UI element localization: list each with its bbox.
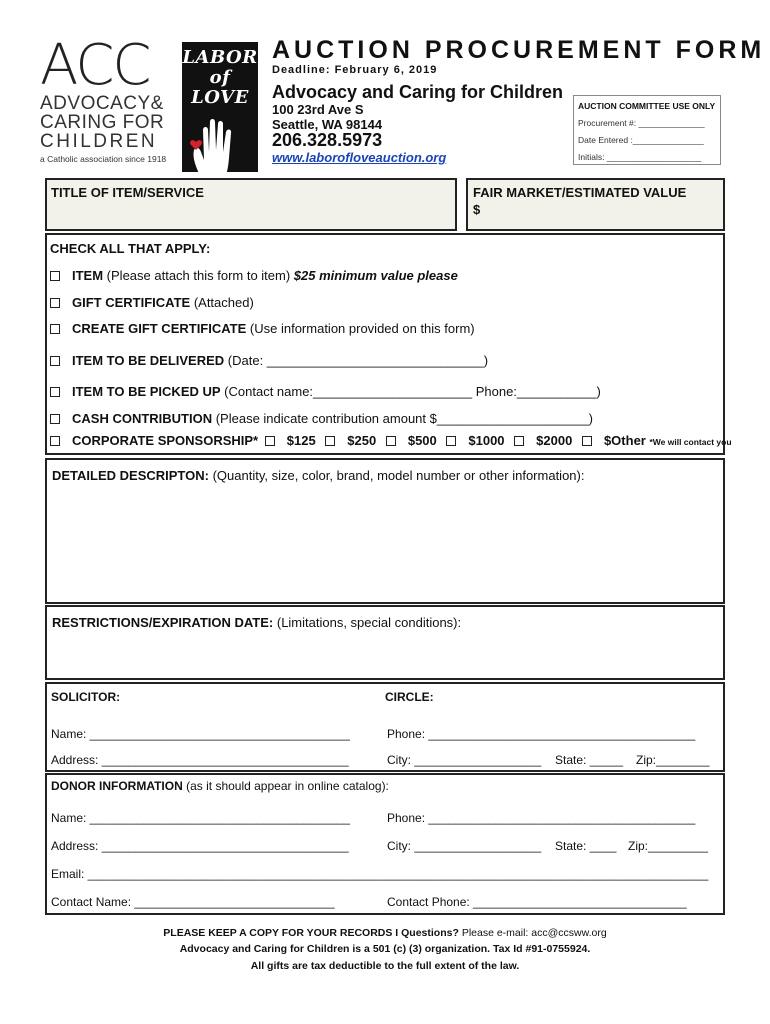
gift-certificate-checkbox[interactable]	[50, 298, 60, 308]
item-picked-up-option[interactable]	[50, 384, 601, 399]
cash-contribution-label: CASH CONTRIBUTION	[72, 411, 213, 426]
value-currency: $	[473, 202, 481, 217]
donor-city-field[interactable]: City: ___________________	[387, 839, 542, 853]
corporate-sponsorship-option[interactable]	[50, 433, 732, 448]
acc-logo	[40, 33, 180, 170]
create-gift-certificate-note: (Use information provided on this form)	[246, 321, 475, 336]
form-title: AUCTION PROCUREMENT FORM	[272, 36, 766, 64]
acc-logo-line1: ADVOCACY&	[40, 93, 164, 114]
item-picked-up-label: ITEM TO BE PICKED UP	[72, 384, 221, 399]
acc-logo-line3: CHILDREN	[40, 131, 158, 152]
footer-line1	[0, 927, 770, 939]
org-name: Advocacy and Caring for Children	[272, 82, 564, 102]
item-delivered-label: ITEM TO BE DELIVERED	[72, 353, 225, 368]
org-phone: 206.328.5973	[272, 130, 383, 150]
website-link[interactable]: www.laborofloveauction.org	[272, 150, 447, 165]
corporate-contact-note: *We will contact you	[649, 437, 732, 447]
detailed-description-label: DETAILED DESCRIPTON:	[52, 468, 209, 483]
hand-heart-icon	[182, 108, 258, 188]
solicitor-address-field[interactable]: Address: _____________________________________	[51, 753, 349, 767]
donor-address-field[interactable]: Address: _____________________________________	[51, 839, 349, 853]
committee-use-box	[573, 95, 721, 165]
donor-contact-name-field[interactable]: Contact Name: ______________________________	[51, 895, 335, 909]
footer-line2: Advocacy and Caring for Children is a 501 (c) (3) organization. Tax Id #91-0755924.	[179, 943, 591, 955]
sponsor-2000-label: $2000	[536, 433, 573, 448]
item-delivered-checkbox[interactable]	[50, 356, 60, 366]
restrictions-label: RESTRICTIONS/EXPIRATION DATE:	[52, 615, 274, 630]
donor-zip-field[interactable]: Zip:_________	[628, 839, 709, 853]
cash-contribution-note: (Please indicate contribution amount $_____________________)	[212, 411, 594, 426]
labor-of-love-logo	[182, 42, 258, 172]
footer-line3: All gifts are tax deductible to the full extent of the law.	[250, 960, 520, 972]
fair-market-value-box[interactable]	[466, 178, 725, 231]
checklist-heading: CHECK ALL THAT APPLY:	[50, 241, 211, 256]
donor-information-note: (as it should appear in online catalog):	[182, 779, 389, 793]
restrictions-note: (Limitations, special conditions):	[273, 615, 462, 630]
cash-contribution-option[interactable]	[50, 411, 593, 426]
donor-name-field[interactable]: Name: _______________________________________	[51, 811, 350, 825]
create-gift-certificate-checkbox[interactable]	[50, 324, 60, 334]
item-delivered-note: (Date: ______________________________)	[224, 353, 489, 368]
donor-contact-phone-field[interactable]: Contact Phone: ________________________________	[387, 895, 687, 909]
corporate-sponsorship-checkbox[interactable]	[50, 436, 60, 446]
sponsor-250-label: $250	[347, 433, 377, 448]
acc-tagline: a Catholic association since 1918	[40, 154, 167, 164]
gift-certificate-note: (Attached)	[190, 295, 254, 310]
solicitor-zip-field[interactable]: Zip:________	[636, 753, 710, 767]
acc-logo-line2: CARING FOR	[40, 112, 165, 133]
fair-market-value-label: FAIR MARKET/ESTIMATED VALUE	[473, 185, 687, 200]
initials-field[interactable]: Initials: ____________________	[578, 152, 702, 162]
item-delivered-option[interactable]	[50, 353, 488, 368]
sponsor-1000-label: $1000	[468, 433, 505, 448]
gift-certificate-label: GIFT CERTIFICATE	[72, 295, 191, 310]
donor-phone-field[interactable]: Phone: ________________________________________	[387, 811, 696, 825]
footer-email: Please e-mail: acc@ccsww.org	[458, 927, 607, 939]
sponsor-500-label: $500	[407, 433, 437, 448]
corporate-sponsorship-label: CORPORATE SPONSORSHIP*	[72, 433, 259, 448]
restrictions-box[interactable]	[45, 605, 725, 680]
labor-logo-line1: LABOR	[182, 47, 258, 68]
create-gift-certificate-label: CREATE GIFT CERTIFICATE	[72, 321, 247, 336]
solicitor-city-field[interactable]: City: ___________________	[387, 753, 542, 767]
footer-records-note: PLEASE KEEP A COPY FOR YOUR RECORDS I Questions?	[163, 927, 459, 939]
sponsor-2000-checkbox[interactable]	[514, 436, 524, 446]
create-gift-certificate-option[interactable]	[50, 321, 475, 336]
detailed-description-box[interactable]	[45, 458, 725, 604]
address-line1: 100 23rd Ave S	[272, 102, 364, 117]
gift-certificate-option[interactable]	[50, 295, 254, 310]
item-picked-up-note: (Contact name:______________________ Phone:___________)	[220, 384, 601, 399]
donor-email-field[interactable]: Email: _____________________________________________________________________________________________	[51, 867, 709, 881]
solicitor-label: SOLICITOR:	[51, 690, 121, 704]
item-picked-up-checkbox[interactable]	[50, 387, 60, 397]
title-of-item-box[interactable]	[45, 178, 457, 231]
date-entered-field[interactable]: Date Entered :_______________	[578, 135, 704, 145]
deadline: Deadline: February 6, 2019	[272, 64, 438, 76]
sponsor-125-label: $125	[286, 433, 316, 448]
item-note: (Please attach this form to item)	[103, 268, 294, 283]
acc-logo-letters: ACC	[40, 33, 150, 98]
solicitor-name-field[interactable]: Name: _______________________________________	[51, 727, 350, 741]
solicitor-state-field[interactable]: State: _____	[555, 753, 624, 767]
solicitor-phone-field[interactable]: Phone: ________________________________________	[387, 727, 696, 741]
committee-heading: AUCTION COMMITTEE USE ONLY	[578, 101, 716, 111]
item-minimum-note: $25 minimum value please	[293, 268, 458, 283]
sponsor-1000-checkbox[interactable]	[446, 436, 456, 446]
cash-contribution-checkbox[interactable]	[50, 414, 60, 424]
sponsor-other-checkbox[interactable]	[582, 436, 592, 446]
sponsor-250-checkbox[interactable]	[325, 436, 335, 446]
sponsor-other-label: $Other	[603, 433, 646, 448]
detailed-description-note: (Quantity, size, color, brand, model number or other information):	[208, 468, 585, 483]
donor-state-field[interactable]: State: ____	[555, 839, 617, 853]
donor-information-label: DONOR INFORMATION	[51, 779, 183, 793]
item-checkbox[interactable]	[50, 271, 60, 281]
sponsor-125-checkbox[interactable]	[265, 436, 275, 446]
procurement-number-field[interactable]: Procurement #: ______________	[578, 118, 705, 128]
title-of-item-label: TITLE OF ITEM/SERVICE	[51, 185, 204, 200]
address-line2: Seattle, WA 98144	[272, 117, 383, 132]
labor-logo-line2: of LOVE	[191, 67, 249, 108]
circle-label: CIRCLE:	[385, 690, 434, 704]
sponsor-500-checkbox[interactable]	[386, 436, 396, 446]
item-label: ITEM	[72, 268, 104, 283]
item-option[interactable]	[50, 268, 458, 283]
